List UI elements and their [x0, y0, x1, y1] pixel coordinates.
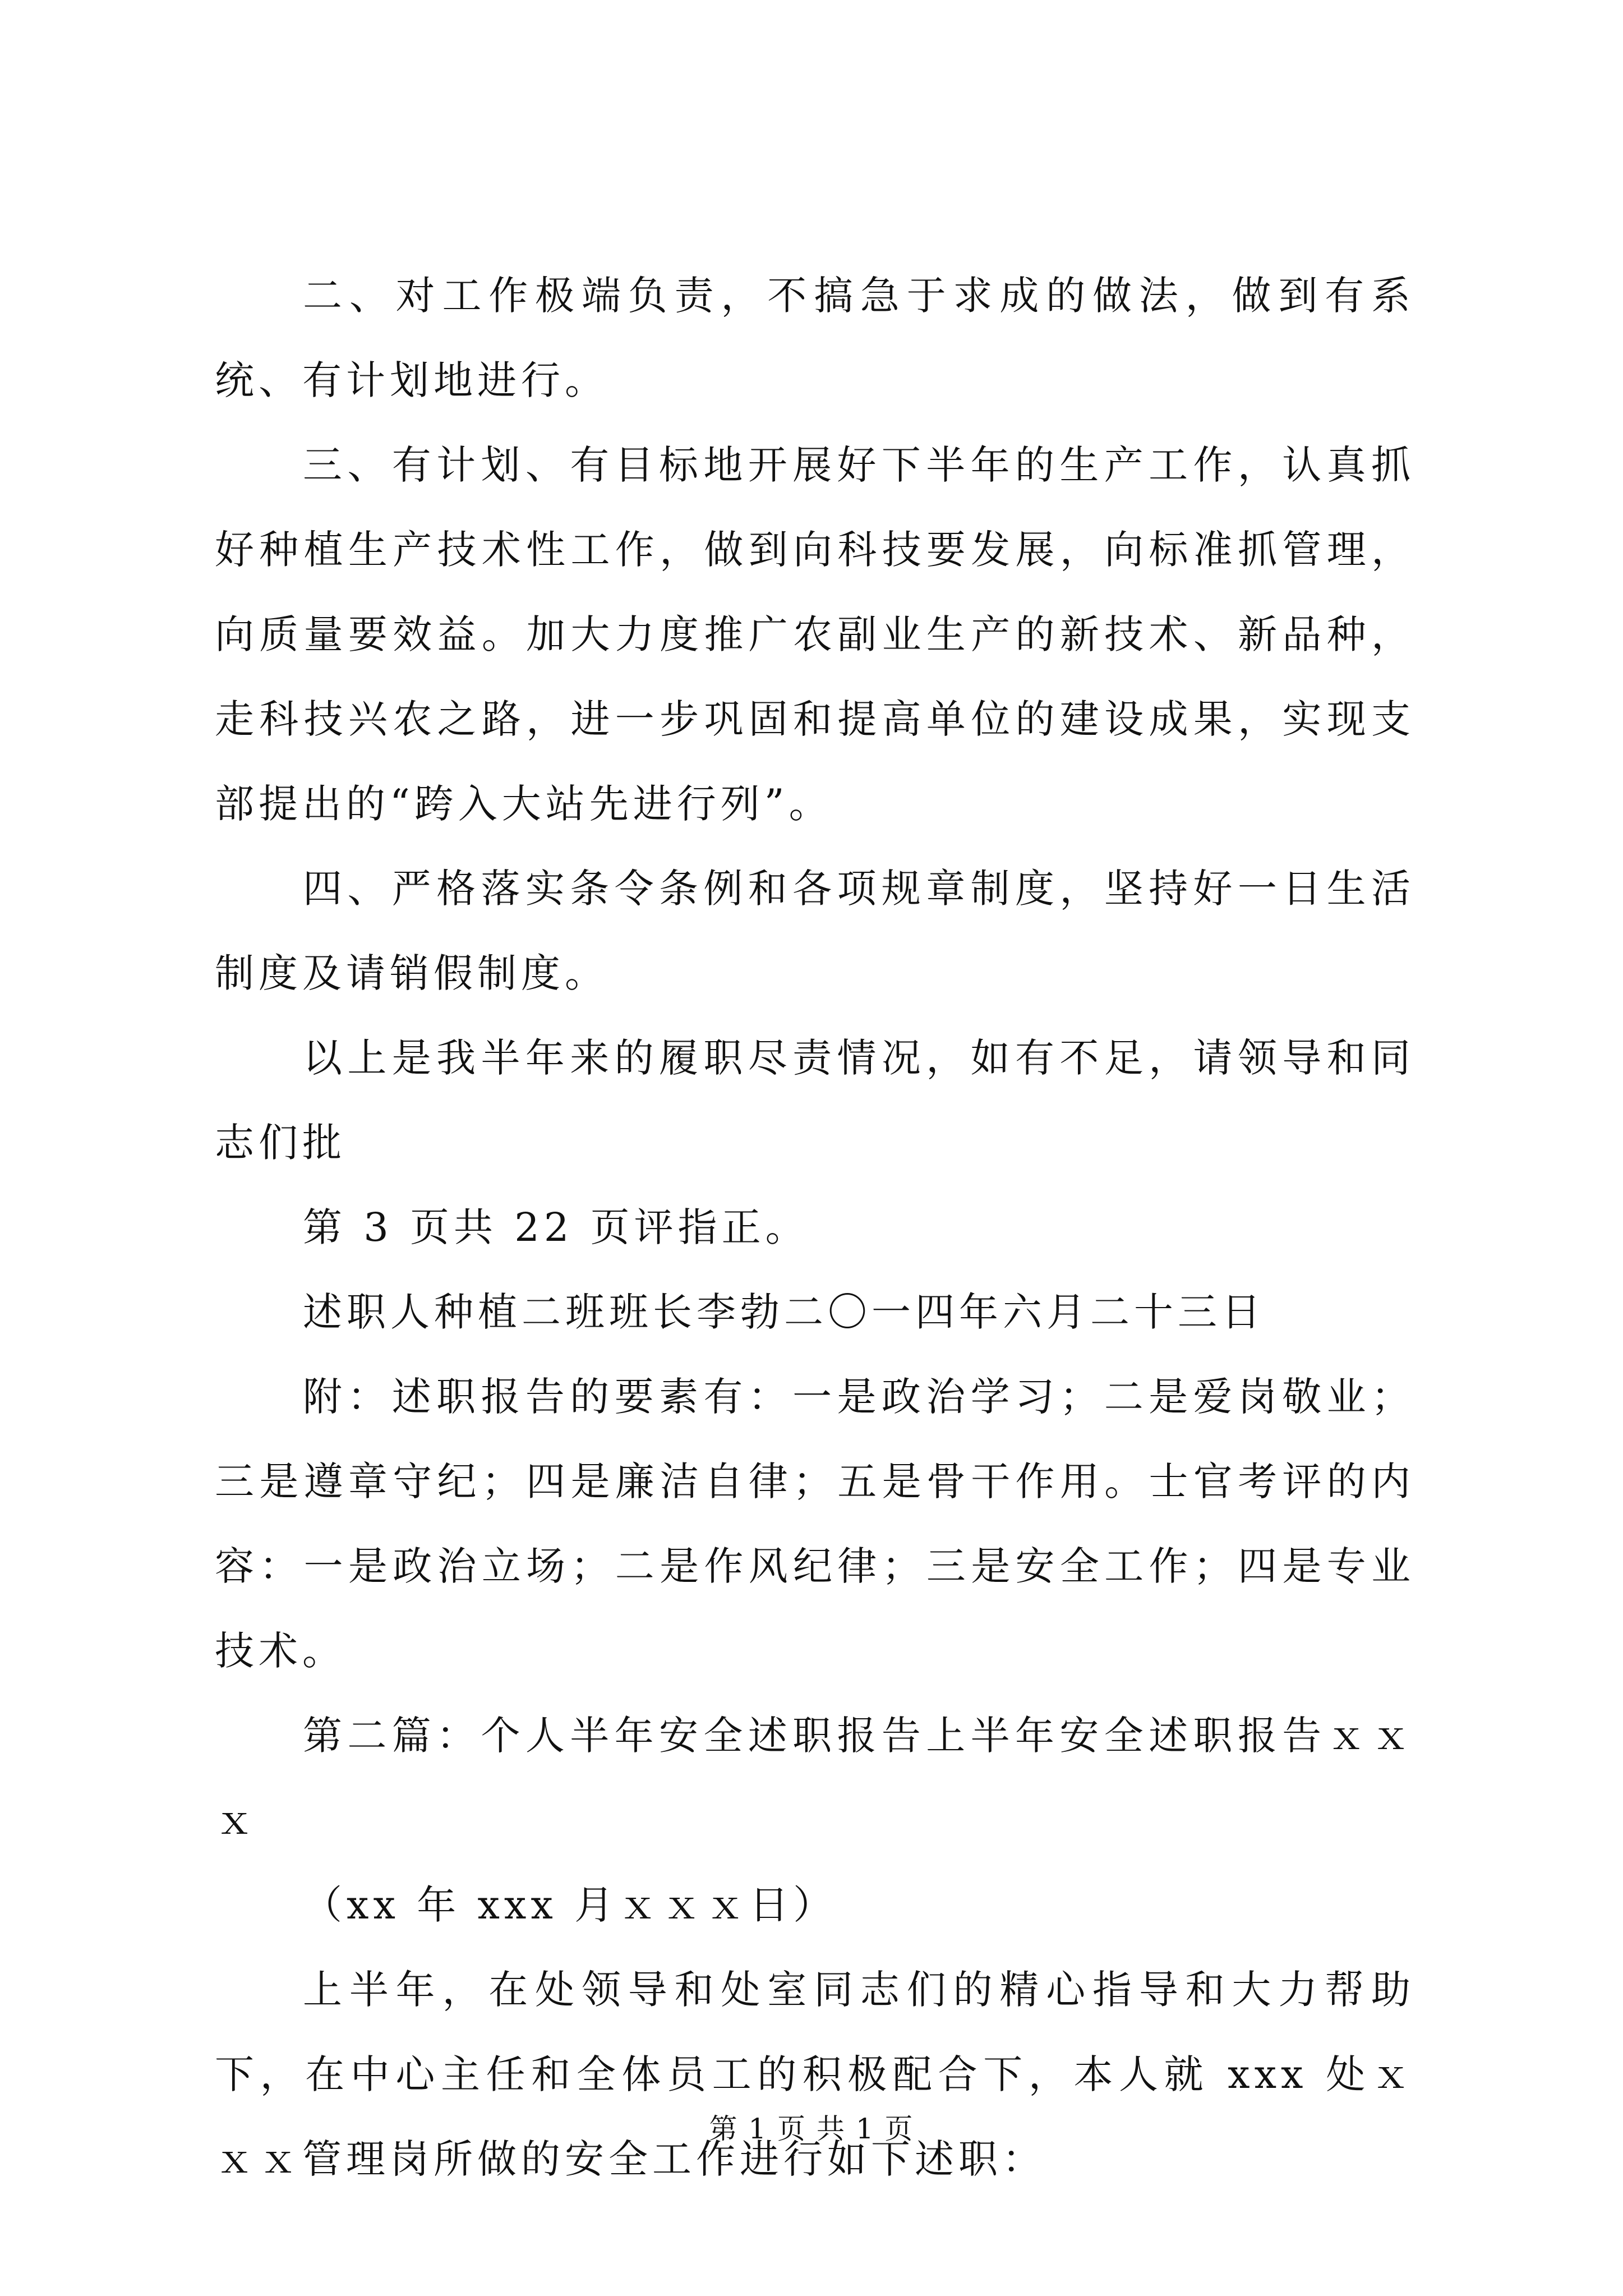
appendix-paragraph: 附：述职报告的要素有：一是政治学习；二是爱岗敬业；三是遵章守纪；四是廉洁自律；五是骨干作用。士官考评的内容：一是政治立场；二是作风纪律；三是安全工作；四是专业技术。 — [215, 1374, 1415, 1674]
paragraph-2: 三、有计划、有目标地开展好下半年的生产工作，认真抓好种植生产技术性工作，做到向科技要发展，向标准抓管理，向质量要效益。加大力度推广农副业生产的新技术、新品种，走科技兴农之路，进一步巩固和提高单位的建设成果，实现支部提出的“跨入大站先进行列”。 — [215, 442, 1415, 827]
page-footer: 第 1 页 共 1 页 — [709, 2113, 914, 2145]
signature-line: 述职人种植二班班长李勃二〇一四年六月二十三日 — [303, 1289, 1265, 1335]
date-line: （xx 年 xxx 月ｘｘｘ日） — [303, 1882, 837, 1928]
paragraph-1: 二、对工作极端负责，不搞急于求成的做法，做到有系统、有计划地进行。 — [215, 273, 1415, 403]
paragraph-5: 第 3 页共 22 页评指正。 — [303, 1204, 809, 1250]
document-body — [215, 254, 1415, 2202]
paragraph-4: 以上是我半年来的履职尽责情况，如有不足，请领导和同志们批 — [215, 1035, 1415, 1166]
paragraph-10: 上半年，在处领导和处室同志们的精心指导和大力帮助下，在中心主任和全体员工的积极配合下，本人就 xxx 处ｘｘｘ管理岗所做的安全工作进行如下述职： — [215, 1967, 1415, 2182]
section-heading: 第二篇：个人半年安全述职报告上半年安全述职报告ｘｘｘ — [215, 1713, 1415, 1843]
paragraph-3: 四、严格落实条令条例和各项规章制度，坚持好一日生活制度及请销假制度。 — [215, 866, 1415, 996]
